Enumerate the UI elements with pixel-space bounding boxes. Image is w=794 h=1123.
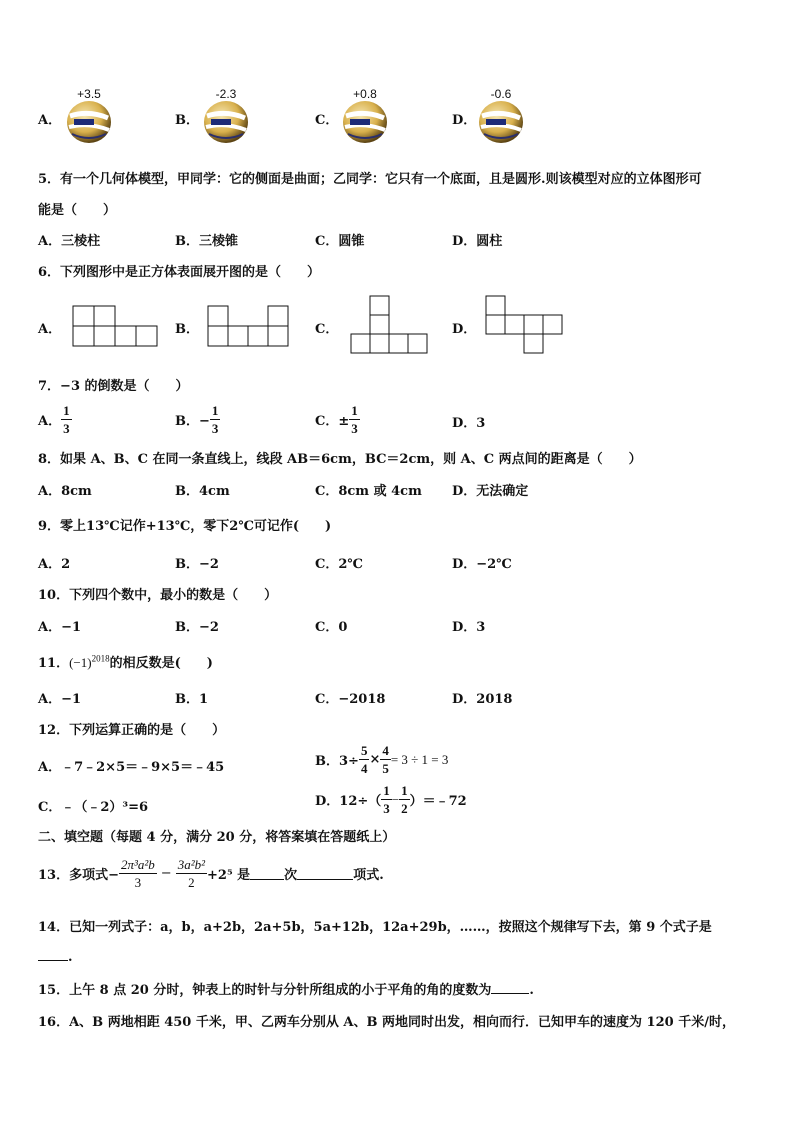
q6-option-c-letter: C． [315, 322, 339, 337]
q15-pre: 15．上午 8 点 20 分时，钟表上的时针与分针所组成的小于平角的角的度数为 [38, 983, 492, 998]
q6-net-c-diagram [350, 295, 430, 355]
q13-mid: − [160, 866, 172, 881]
q15-blank[interactable] [491, 981, 529, 994]
q5-stem-line2: 能是（ ） [38, 203, 117, 218]
q6-stem: 6．下列图形中是正方体表面展开图的是（ ） [38, 265, 321, 280]
q6-net-d-diagram [485, 295, 567, 355]
q12-option-c: C．﹣（﹣2）³=6 [38, 800, 149, 815]
q11-tail: 的相反数是( ) [109, 656, 213, 671]
q7-b-letter: B．− [175, 414, 210, 429]
q4-option-a-value: +3.5 [77, 87, 101, 101]
q7-option-b [175, 404, 220, 435]
q9-option-d: D．−2℃ [452, 557, 512, 572]
q12-b-frac1-num: 5 [360, 743, 368, 758]
q9-option-c: C．2℃ [315, 557, 363, 572]
q15-post: . [529, 983, 534, 998]
q16-line1: 16．A、B 两地相距 450 千米，甲、乙两车分别从 A、B 两地同时出发，相向而行．已知甲车的速度为 120 千米/时， [38, 1015, 735, 1030]
q12-d-frac2-num: 1 [401, 783, 408, 798]
q7-option-d: D．3 [452, 416, 486, 431]
q12-d-frac1 [381, 784, 392, 815]
q12-d-post: ）＝﹣72 [409, 794, 467, 809]
q13-blank-1[interactable] [250, 867, 284, 880]
q6-option-b-letter: B． [175, 322, 199, 337]
q5-option-b: B．三棱锥 [175, 234, 238, 249]
q12-option-b [315, 744, 448, 775]
q13-frac1 [119, 858, 157, 889]
q12-d-frac2 [399, 784, 410, 815]
q11-option-a: A．−1 [38, 692, 82, 707]
q7-c-den: 3 [351, 421, 358, 436]
q12-d-pre: D．12÷（ [315, 794, 382, 809]
section-heading-fill-in: 二、填空题（每题 4 分，满分 20 分，将答案填在答题纸上） [38, 830, 396, 845]
q12-stem: 12．下列运算正确的是（ ） [38, 723, 226, 738]
q10-option-d: D．3 [452, 620, 486, 635]
q9-option-a: A．2 [38, 557, 71, 572]
q4-option-a-letter: A． [38, 113, 62, 128]
q13 [38, 858, 384, 889]
q12-b-post: = 3 ÷ 1 = 3 [390, 751, 449, 767]
q7-a-fraction [61, 404, 72, 435]
q6-net-a-diagram [72, 305, 160, 347]
q12-option-d [315, 784, 467, 815]
q5-option-a: A．三棱柱 [38, 234, 101, 249]
q8-stem: 8．如果 A、B、C 在同一条直线上，线段 AB＝6cm，BC＝2cm，则 A、C 两点间的距离是（ ） [38, 452, 642, 467]
q13-ci: 次 [284, 868, 298, 883]
q13-xiang: 项式. [353, 868, 384, 883]
q7-b-num: 1 [211, 403, 219, 418]
q12-b-pre: B．3÷ [315, 754, 359, 769]
q8-option-a: A．8cm [38, 484, 92, 499]
q4-option-b-letter: B． [175, 113, 199, 128]
q6-option-d-letter: D． [452, 322, 477, 337]
q4-option-b-value: -2.3 [215, 87, 237, 101]
q4-option-c-letter: C． [315, 113, 339, 128]
q13-blank-2[interactable] [297, 867, 353, 880]
volleyball-icon [342, 100, 388, 144]
q11-option-c: C．−2018 [315, 692, 386, 707]
q6-net-b-diagram [207, 305, 291, 347]
q13-frac1-den: 3 [134, 875, 142, 890]
q10-option-a: A．−1 [38, 620, 82, 635]
q12-d-minus: − [391, 791, 400, 807]
q11-exponent: 2018 [91, 653, 110, 664]
q7-option-a [38, 404, 72, 435]
q12-b-times: × [369, 752, 381, 767]
q11-option-d: D．2018 [452, 692, 513, 707]
volleyball-icon [66, 100, 112, 144]
q7-c-num: 1 [351, 403, 358, 418]
q12-b-frac2-num: 4 [382, 743, 389, 758]
q12-b-frac2-den: 5 [382, 761, 389, 776]
q4-option-c-value: +0.8 [353, 87, 377, 101]
q12-option-a: A．﹣7﹣2×5＝﹣9×5＝﹣45 [38, 760, 225, 775]
q5-option-d: D．圆柱 [452, 234, 503, 249]
q13-pre: 13．多项式− [38, 868, 119, 883]
q15 [38, 979, 534, 998]
volleyball-icon [203, 100, 249, 144]
q11-stem [38, 652, 213, 671]
q5-stem-line1: 5．有一个几何体模型，甲同学：它的侧面是曲面；乙同学：它只有一个底面，且是圆形.则该模型对应的立体图形可 [38, 172, 702, 187]
q13-frac2 [176, 858, 207, 889]
q4-option-d-letter: D． [452, 113, 477, 128]
q7-option-c [315, 404, 360, 435]
q12-d-frac2-den: 2 [401, 801, 408, 816]
q13-frac1-num: 2π³a²b [120, 857, 155, 872]
q13-plus: +2⁵ 是 [207, 868, 251, 883]
q10-stem: 10．下列四个数中，最小的数是（ ） [38, 588, 278, 603]
q11-num: 11． [38, 656, 70, 671]
q7-b-fraction [210, 404, 221, 435]
q4-option-d-value: -0.6 [490, 87, 512, 101]
q13-frac2-num: 3a²b² [177, 857, 205, 872]
q12-d-frac1-num: 1 [383, 783, 390, 798]
q7-c-letter: C．± [315, 414, 350, 429]
q7-b-den: 3 [211, 421, 219, 436]
q8-option-c: C．8cm 或 4cm [315, 484, 422, 499]
q7-a-den: 3 [63, 421, 70, 436]
q7-a-num: 1 [63, 403, 70, 418]
q12-b-frac1 [359, 744, 370, 775]
volleyball-icon [478, 100, 524, 144]
q7-stem: 7．−3 的倒数是（ ） [38, 379, 189, 394]
q12-d-frac1-den: 3 [383, 801, 390, 816]
q14-line2 [38, 948, 73, 965]
q9-stem: 9．零上13℃记作+13℃，零下2℃可记作( ) [38, 519, 332, 534]
q7-c-fraction [349, 404, 360, 435]
q11-option-b: B．1 [175, 692, 209, 707]
q8-option-b: B．4cm [175, 484, 230, 499]
q8-option-d: D．无法确定 [452, 484, 529, 499]
q11-base: (−1) [69, 655, 92, 670]
q9-option-b: B．−2 [175, 557, 219, 572]
q10-option-b: B．−2 [175, 620, 219, 635]
q7-a-letter: A． [38, 414, 62, 429]
q5-option-c: C．圆锥 [315, 234, 365, 249]
q12-b-frac2 [380, 744, 391, 775]
q12-b-frac1-den: 4 [360, 761, 368, 776]
q14-line2-text: . [68, 950, 73, 965]
q14-blank[interactable] [38, 948, 68, 961]
q10-option-c: C．0 [315, 620, 348, 635]
q14-line1: 14．已知一列式子：a，b，a+2b，2a+5b，5a+12b，12a+29b，……，按照这个规律写下去，第 9 个式子是 [38, 920, 712, 935]
q13-frac2-den: 2 [188, 875, 195, 890]
q6-option-a-letter: A． [38, 322, 62, 337]
